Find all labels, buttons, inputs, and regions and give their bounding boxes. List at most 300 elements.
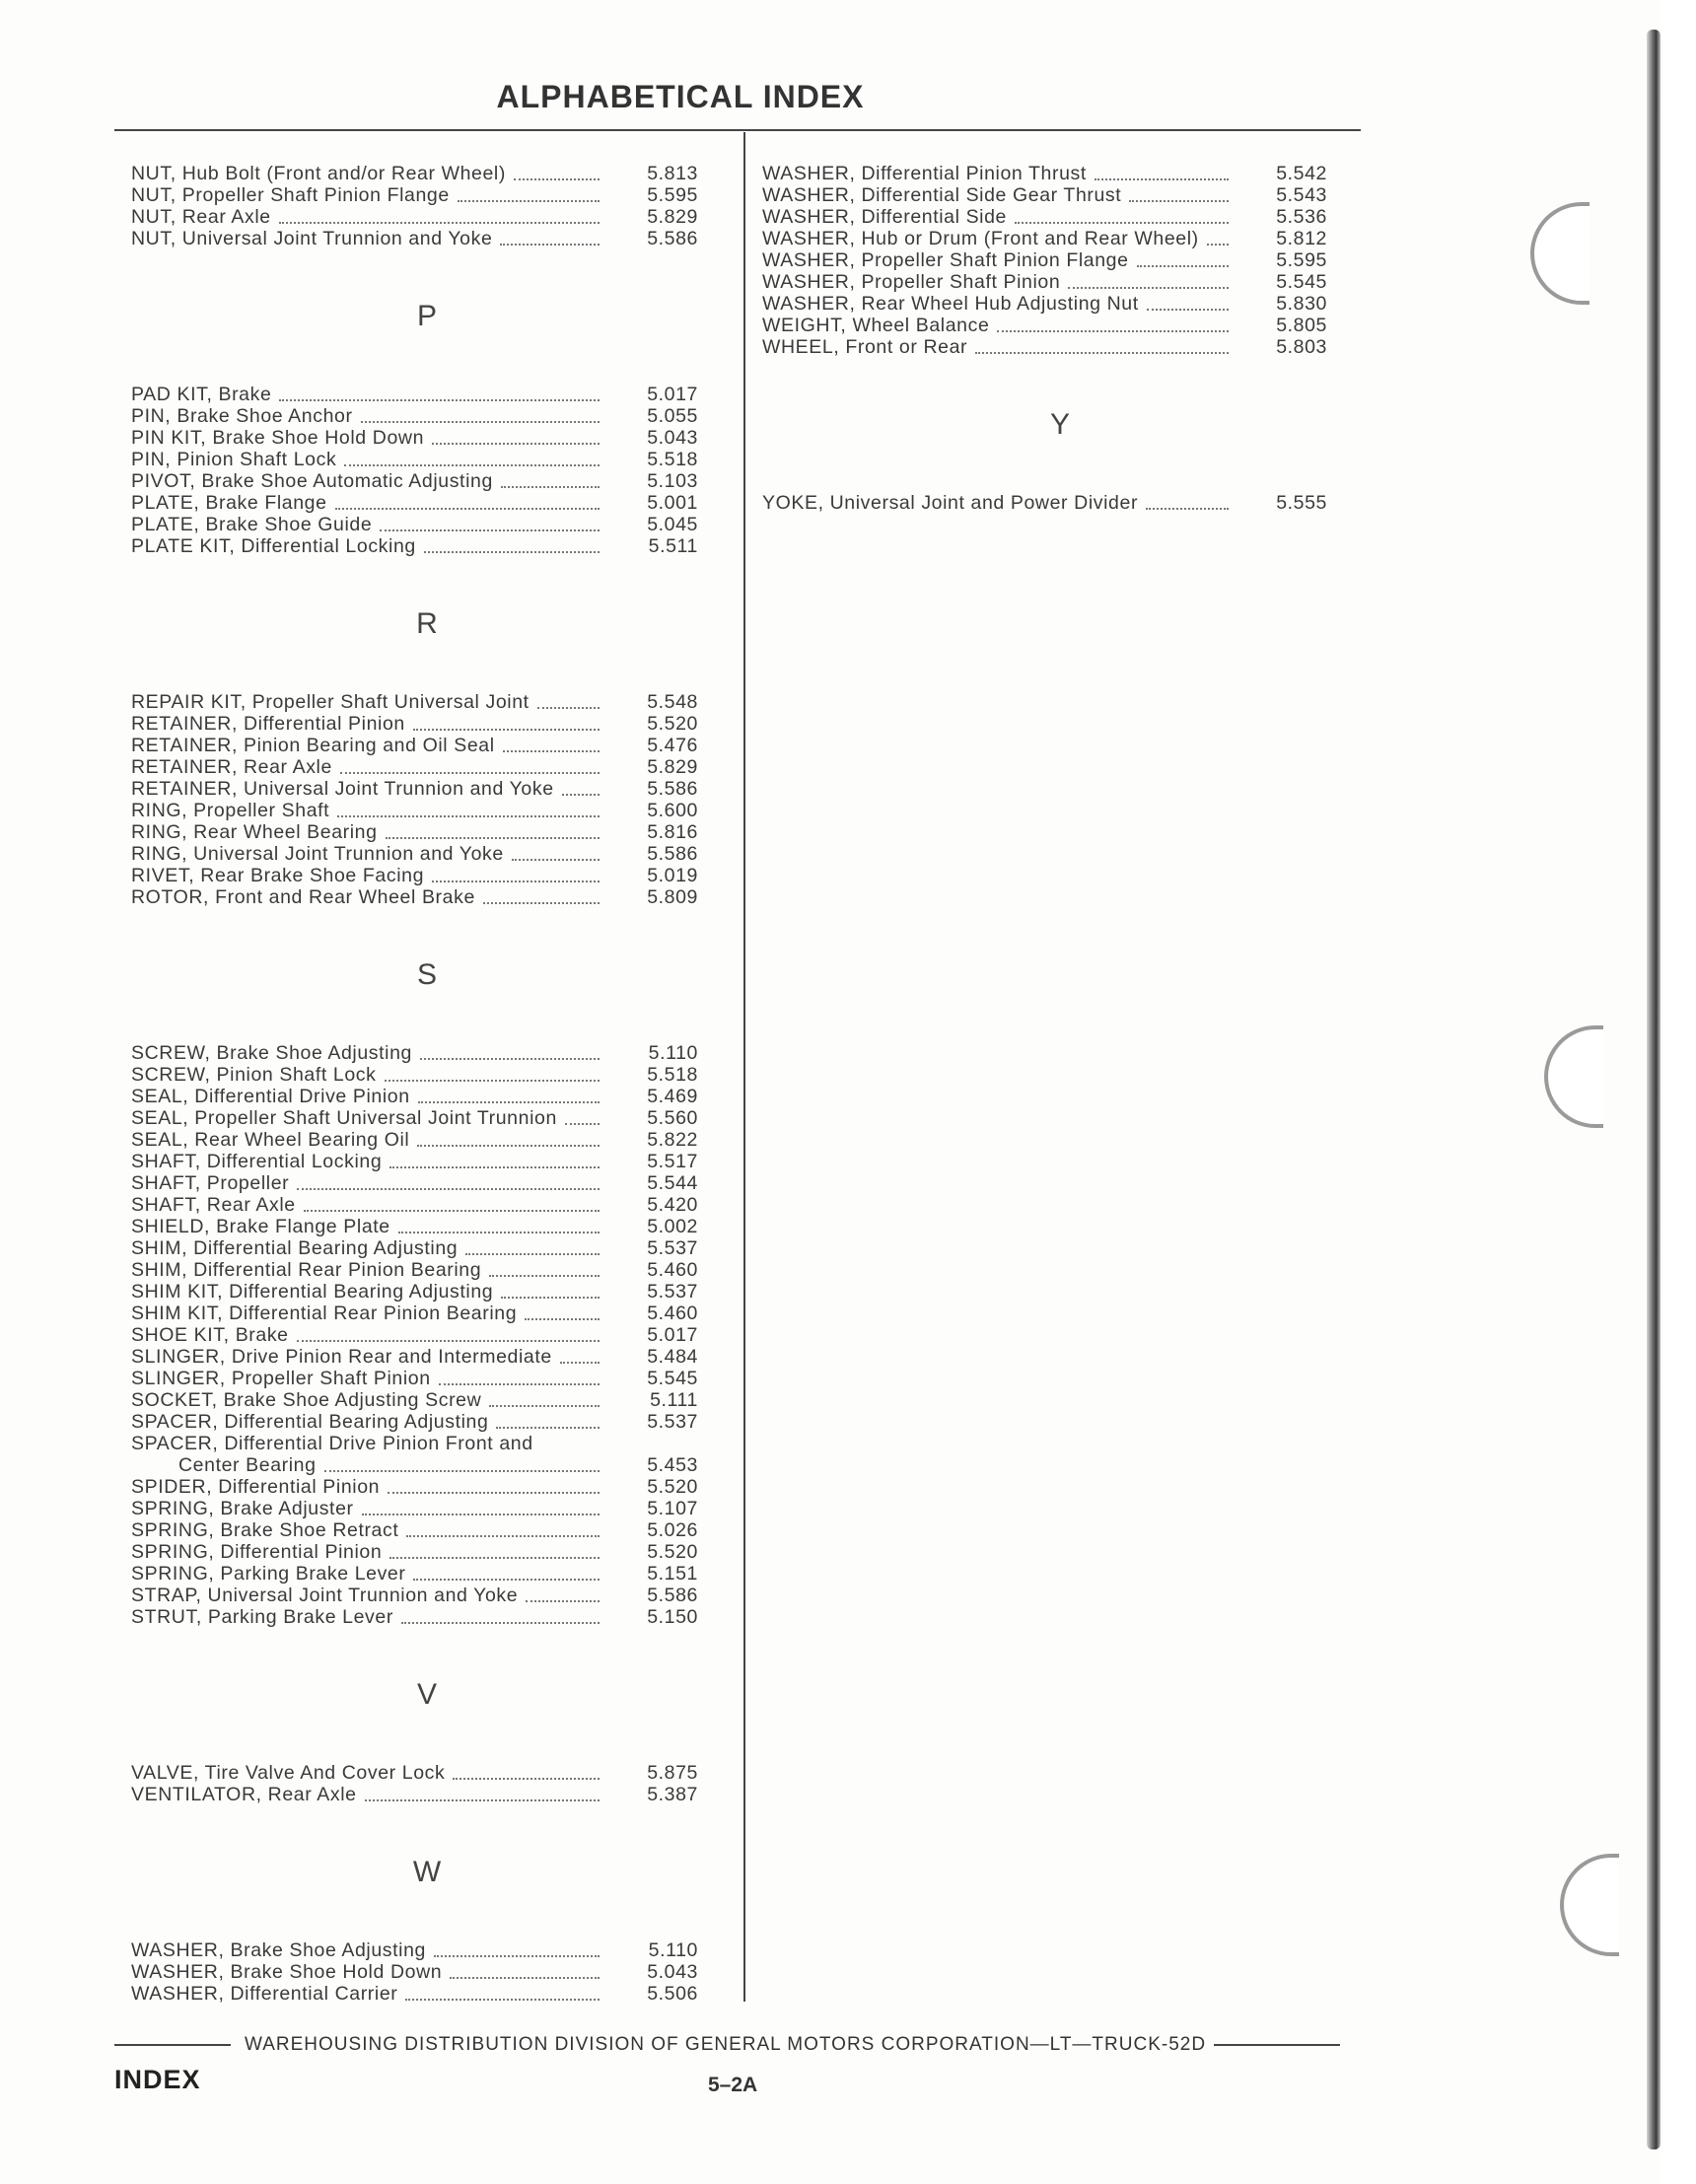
entry-reference-number: 5.506 — [647, 1983, 698, 2005]
entry-reference-number: 5.822 — [647, 1129, 698, 1151]
entry-label: WASHER, Differential Pinion Thrust — [762, 163, 1087, 184]
footer-publisher-line — [114, 2034, 1347, 2056]
entry-label-cell — [131, 1324, 600, 1346]
entry-reference-number: 5.545 — [647, 1368, 698, 1389]
dot-leader — [489, 1403, 600, 1407]
entry-label: NUT, Hub Bolt (Front and/or Rear Wheel) — [131, 163, 506, 184]
entry-reference-number: 5.111 — [650, 1389, 698, 1411]
index-entry — [131, 1368, 723, 1389]
entry-label: WASHER, Brake Shoe Adjusting — [131, 1939, 426, 1961]
dot-leader — [465, 1251, 600, 1255]
dot-leader — [1068, 285, 1229, 289]
dot-leader — [340, 770, 600, 774]
dot-leader — [365, 1797, 600, 1801]
entry-label-cell — [131, 1389, 600, 1411]
entry-reference-number: 5.017 — [647, 1324, 698, 1346]
index-entry — [131, 1086, 723, 1107]
entry-reference-number: 5.520 — [647, 713, 698, 735]
index-entry — [131, 1519, 723, 1541]
index-entry — [131, 470, 723, 492]
entry-reference-number: 5.537 — [647, 1411, 698, 1433]
entry-label-cell — [131, 1563, 600, 1585]
index-entry — [131, 1194, 723, 1216]
entry-reference-number: 5.043 — [647, 1961, 698, 1983]
footer-rule-left — [114, 2044, 231, 2046]
entry-label-cell — [762, 271, 1229, 293]
entry-reference-number: 5.595 — [647, 184, 698, 206]
entry-label: RETAINER, Universal Joint Trunnion and Yoke — [131, 778, 554, 800]
footer-publisher: WAREHOUSING DISTRIBUTION DIVISION OF GENERAL MOTORS CORPORATION—LT—TRUCK-52D — [245, 2034, 1207, 2055]
entry-label-cell — [131, 1042, 600, 1064]
entry-label-cell — [131, 1585, 600, 1606]
dot-leader — [503, 748, 600, 752]
entry-label-cell — [131, 778, 600, 800]
entry-label: NUT, Propeller Shaft Pinion Flange — [131, 184, 450, 206]
entry-label: SPACER, Differential Drive Pinion Front and — [131, 1433, 533, 1454]
dot-leader — [304, 1208, 600, 1212]
dot-leader — [501, 484, 600, 488]
entry-reference-number: 5.586 — [647, 778, 698, 800]
dot-leader — [362, 1512, 600, 1515]
entry-reference-number: 5.110 — [648, 1042, 698, 1064]
index-entry — [762, 492, 1358, 514]
index-entry — [131, 384, 723, 405]
entry-reference-number: 5.460 — [647, 1303, 698, 1324]
entry-label: SPACER, Differential Bearing Adjusting — [131, 1411, 489, 1433]
entry-label: VALVE, Tire Valve And Cover Lock — [131, 1762, 446, 1784]
index-entry — [131, 228, 723, 249]
entry-label: WASHER, Brake Shoe Hold Down — [131, 1961, 443, 1983]
dot-leader — [389, 1164, 600, 1168]
entry-label: SHIM, Differential Bearing Adjusting — [131, 1237, 459, 1259]
index-entry — [131, 886, 723, 908]
entry-reference-number: 5.544 — [647, 1172, 698, 1194]
entry-label-cell — [131, 1086, 600, 1107]
dot-leader — [565, 1121, 600, 1125]
entry-reference-number: 5.542 — [1276, 163, 1327, 184]
entry-reference-number: 5.043 — [647, 427, 698, 449]
entry-label-cell — [131, 821, 600, 843]
entry-label: SOCKET, Brake Shoe Adjusting Screw — [131, 1389, 482, 1411]
index-entry — [131, 427, 723, 449]
dot-leader — [1207, 242, 1229, 246]
index-entry — [131, 865, 723, 886]
entry-reference-number: 5.518 — [647, 449, 698, 470]
entry-label: SHAFT, Propeller — [131, 1172, 290, 1194]
entry-reference-number: 5.812 — [1276, 228, 1327, 249]
dot-leader — [388, 1490, 600, 1494]
dot-leader — [537, 705, 600, 709]
entry-reference-number: 5.560 — [647, 1107, 698, 1129]
dot-leader — [975, 350, 1229, 354]
entry-label: WASHER, Differential Side Gear Thrust — [762, 184, 1122, 206]
index-entry — [131, 735, 723, 756]
entry-reference-number: 5.543 — [1276, 184, 1327, 206]
index-entry — [131, 1784, 723, 1805]
index-entry — [131, 1961, 723, 1983]
dot-leader — [413, 1577, 600, 1581]
index-entry — [131, 405, 723, 427]
dot-leader — [297, 1338, 600, 1342]
entry-reference-number: 5.829 — [647, 206, 698, 228]
entry-label-cell — [131, 800, 600, 821]
index-entry — [131, 184, 723, 206]
index-entry — [131, 713, 723, 735]
entry-reference-number: 5.420 — [647, 1194, 698, 1216]
entry-label-cell — [131, 756, 600, 778]
index-entry — [131, 1983, 723, 2005]
dot-leader — [500, 242, 600, 246]
page-margin — [1661, 0, 1696, 2184]
entry-reference-number: 5.151 — [647, 1563, 698, 1585]
entry-label-cell — [131, 1368, 600, 1389]
entry-reference-number: 5.586 — [647, 1585, 698, 1606]
dot-leader — [483, 900, 600, 904]
entry-label: SHIM, Differential Rear Pinion Bearing — [131, 1259, 482, 1281]
entry-label: WASHER, Differential Side — [762, 206, 1008, 228]
entry-reference-number: 5.875 — [647, 1762, 698, 1784]
dot-leader — [337, 813, 600, 817]
entry-reference-number: 5.595 — [1276, 249, 1327, 271]
page-edge-shadow — [1647, 30, 1661, 2149]
entry-label: PIVOT, Brake Shoe Automatic Adjusting — [131, 470, 493, 492]
entry-label-cell — [131, 535, 600, 557]
dot-leader — [434, 1953, 600, 1957]
entry-label-cell — [131, 405, 600, 427]
entry-reference-number: 5.600 — [647, 800, 698, 821]
entry-label-continuation — [131, 1454, 600, 1476]
entry-label-cell — [131, 1172, 600, 1194]
entry-reference-number: 5.520 — [647, 1541, 698, 1563]
entry-label: RETAINER, Rear Axle — [131, 756, 332, 778]
dot-leader — [450, 1975, 600, 1979]
dot-leader — [1129, 198, 1229, 202]
dot-leader — [389, 1555, 600, 1559]
entry-label: WASHER, Differential Carrier — [131, 1983, 398, 2005]
index-entry — [131, 492, 723, 514]
index-entry — [762, 206, 1358, 228]
entry-reference-number: 5.536 — [1276, 206, 1327, 228]
entry-label: PLATE KIT, Differential Locking — [131, 535, 416, 557]
dot-leader — [406, 1533, 600, 1537]
index-entry — [131, 1762, 723, 1784]
entry-label-cell — [131, 1411, 600, 1433]
index-entry — [131, 843, 723, 865]
header-rule — [114, 129, 1361, 131]
index-entry — [131, 1237, 723, 1259]
entry-label: SHAFT, Rear Axle — [131, 1194, 296, 1216]
section-letter: W — [412, 1856, 442, 1888]
dot-leader — [398, 1230, 600, 1233]
entry-reference-number: 5.469 — [647, 1086, 698, 1107]
dot-leader — [1015, 220, 1229, 224]
entry-label: WASHER, Propeller Shaft Pinion — [762, 271, 1061, 293]
entry-label: REPAIR KIT, Propeller Shaft Universal Joint — [131, 691, 530, 713]
entry-label-cell — [131, 492, 600, 514]
entry-label-cell — [131, 735, 600, 756]
dot-leader — [335, 506, 600, 510]
dot-leader — [386, 835, 600, 839]
entry-reference-number: 5.476 — [647, 735, 698, 756]
entry-label-line2: Center Bearing — [178, 1454, 317, 1476]
dot-leader — [344, 462, 600, 466]
entry-label: SEAL, Propeller Shaft Universal Joint Trunnion — [131, 1107, 557, 1129]
entry-reference-number: 5.520 — [647, 1476, 698, 1498]
dot-leader — [512, 857, 600, 861]
dot-leader — [420, 1056, 600, 1060]
entry-reference-number: 5.019 — [647, 865, 698, 886]
entry-label: SLINGER, Propeller Shaft Pinion — [131, 1368, 431, 1389]
index-entry — [131, 1216, 723, 1237]
entry-reference-number: 5.110 — [648, 1939, 698, 1961]
entry-label-cell — [131, 1064, 600, 1086]
entry-label-cell — [131, 1961, 600, 1983]
entry-label-cell — [131, 1129, 600, 1151]
entry-label-cell — [131, 886, 600, 908]
entry-label: SPRING, Differential Pinion — [131, 1541, 383, 1563]
entry-label: STRUT, Parking Brake Lever — [131, 1606, 393, 1628]
index-entry — [762, 271, 1358, 293]
entry-label-cell — [762, 293, 1229, 315]
entry-reference-number: 5.586 — [647, 228, 698, 249]
entry-label: NUT, Rear Axle — [131, 206, 271, 228]
section-letter: V — [416, 1678, 437, 1711]
entry-reference-number: 5.460 — [647, 1259, 698, 1281]
entry-label-cell — [762, 249, 1229, 271]
entry-label: WHEEL, Front or Rear — [762, 336, 968, 358]
entry-label: SHIM KIT, Differential Bearing Adjusting — [131, 1281, 494, 1303]
entry-label-cell — [762, 492, 1229, 514]
entry-reference-number: 5.484 — [647, 1346, 698, 1368]
entry-label-cell — [131, 1606, 600, 1628]
section-letter: R — [416, 607, 438, 640]
dot-leader — [525, 1316, 600, 1320]
index-entry — [131, 1172, 723, 1194]
entry-label-cell — [131, 1784, 600, 1805]
entry-reference-number: 5.107 — [647, 1498, 698, 1519]
entry-label-cell — [131, 1519, 600, 1541]
entry-label-cell — [131, 163, 600, 184]
entry-label-cell — [762, 184, 1229, 206]
entry-reference-number: 5.453 — [647, 1454, 698, 1476]
entry-label-cell — [131, 843, 600, 865]
dot-leader — [1095, 176, 1229, 180]
section-letter: Y — [1049, 408, 1070, 441]
entry-label: PLATE, Brake Shoe Guide — [131, 514, 373, 535]
dot-leader — [496, 1425, 600, 1429]
dot-leader — [997, 328, 1229, 332]
entry-label-cell — [762, 228, 1229, 249]
entry-label-cell — [131, 1762, 600, 1784]
index-entry — [131, 778, 723, 800]
binder-hole-middle — [1544, 1025, 1603, 1128]
entry-label-cell — [131, 1216, 600, 1237]
index-entry — [131, 1563, 723, 1585]
entry-label-cell — [131, 691, 600, 713]
index-entry — [131, 691, 723, 713]
dot-leader — [361, 419, 600, 423]
dot-leader — [401, 1620, 600, 1624]
index-entry — [131, 1541, 723, 1563]
dot-leader — [279, 220, 600, 224]
column-divider — [743, 132, 745, 2002]
entry-label-cell — [131, 1433, 600, 1476]
entry-label: SPRING, Brake Shoe Retract — [131, 1519, 399, 1541]
entry-label-cell — [762, 163, 1229, 184]
entry-label-cell — [762, 206, 1229, 228]
entry-label: VENTILATOR, Rear Axle — [131, 1784, 357, 1805]
entry-reference-number: 5.026 — [647, 1519, 698, 1541]
entry-label: SPRING, Parking Brake Lever — [131, 1563, 406, 1585]
entry-label-cell — [131, 427, 600, 449]
index-entry — [131, 1476, 723, 1498]
entry-label-cell — [131, 865, 600, 886]
binder-hole-bottom — [1560, 1854, 1619, 1956]
index-entry — [131, 163, 723, 184]
entry-reference-number: 5.518 — [647, 1064, 698, 1086]
dot-leader — [562, 792, 600, 796]
entry-reference-number: 5.586 — [647, 843, 698, 865]
dot-leader — [324, 1468, 600, 1472]
entry-label: PLATE, Brake Flange — [131, 492, 327, 514]
entry-reference-number: 5.002 — [647, 1216, 698, 1237]
index-entry — [131, 1042, 723, 1064]
entry-label-cell — [762, 315, 1229, 336]
entry-reference-number: 5.803 — [1276, 336, 1327, 358]
entry-label: SPIDER, Differential Pinion — [131, 1476, 381, 1498]
entry-reference-number: 5.017 — [647, 384, 698, 405]
entry-label-cell — [131, 1983, 600, 2005]
index-entry — [131, 449, 723, 470]
entry-label: SHIM KIT, Differential Rear Pinion Bearing — [131, 1303, 518, 1324]
entry-reference-number: 5.555 — [1276, 492, 1327, 514]
entry-label-cell — [131, 1498, 600, 1519]
entry-label: SHIELD, Brake Flange Plate — [131, 1216, 390, 1237]
entry-label: PIN KIT, Brake Shoe Hold Down — [131, 427, 425, 449]
index-entry — [131, 1389, 723, 1411]
dot-leader — [458, 198, 600, 202]
index-entry — [131, 1151, 723, 1172]
dot-leader — [453, 1776, 600, 1780]
entry-label: SHAFT, Differential Locking — [131, 1151, 383, 1172]
entry-label: PIN, Brake Shoe Anchor — [131, 405, 353, 427]
entry-label-cell — [131, 470, 600, 492]
entry-reference-number: 5.511 — [648, 535, 698, 557]
index-entry — [762, 228, 1358, 249]
entry-reference-number: 5.809 — [647, 886, 698, 908]
entry-reference-number: 5.103 — [647, 470, 698, 492]
dot-leader — [560, 1360, 600, 1364]
entry-label-cell — [131, 1259, 600, 1281]
entry-reference-number: 5.517 — [647, 1151, 698, 1172]
entry-reference-number: 5.805 — [1276, 315, 1327, 336]
dot-leader — [297, 1186, 600, 1190]
entry-label: RIVET, Rear Brake Shoe Facing — [131, 865, 425, 886]
index-entry — [131, 1433, 723, 1476]
index-entry — [131, 756, 723, 778]
entry-label: RING, Universal Joint Trunnion and Yoke — [131, 843, 504, 865]
dot-leader — [1146, 506, 1229, 510]
entry-label: PAD KIT, Brake — [131, 384, 272, 405]
dot-leader — [413, 727, 600, 731]
entry-label: WASHER, Propeller Shaft Pinion Flange — [762, 249, 1129, 271]
entry-reference-number: 5.045 — [647, 514, 698, 535]
entry-reference-number: 5.816 — [647, 821, 698, 843]
entry-label: SCREW, Brake Shoe Adjusting — [131, 1042, 413, 1064]
entry-label-cell — [131, 228, 600, 249]
entry-label: WASHER, Hub or Drum (Front and Rear Wheel) — [762, 228, 1199, 249]
dot-leader — [279, 397, 600, 401]
entry-label: ROTOR, Front and Rear Wheel Brake — [131, 886, 475, 908]
dot-leader — [424, 549, 600, 553]
dot-leader — [489, 1273, 600, 1277]
index-entry — [762, 184, 1358, 206]
footer-section-label: INDEX — [114, 2065, 201, 2094]
entry-label-cell — [762, 336, 1229, 358]
entry-label: STRAP, Universal Joint Trunnion and Yoke — [131, 1585, 519, 1606]
index-entry — [131, 1324, 723, 1346]
entry-reference-number: 5.150 — [647, 1606, 698, 1628]
index-entry — [131, 1411, 723, 1433]
entry-label-cell — [131, 449, 600, 470]
dot-leader — [526, 1598, 600, 1602]
dot-leader — [417, 1143, 600, 1147]
dot-leader — [432, 879, 600, 882]
entry-label: SCREW, Pinion Shaft Lock — [131, 1064, 377, 1086]
index-entry — [131, 1064, 723, 1086]
dot-leader — [432, 441, 600, 445]
entry-label-cell — [131, 1939, 600, 1961]
entry-label: RETAINER, Differential Pinion — [131, 713, 405, 735]
binder-hole-top — [1530, 202, 1590, 305]
entry-label-cell — [131, 713, 600, 735]
dot-leader — [1147, 307, 1229, 311]
entry-label: SEAL, Rear Wheel Bearing Oil — [131, 1129, 410, 1151]
dot-leader — [380, 528, 600, 531]
entry-label: NUT, Universal Joint Trunnion and Yoke — [131, 228, 493, 249]
entry-reference-number: 5.830 — [1276, 293, 1327, 315]
index-entry — [762, 315, 1358, 336]
entry-label: RING, Propeller Shaft — [131, 800, 330, 821]
entry-label-cell — [131, 1281, 600, 1303]
dot-leader — [439, 1381, 600, 1385]
entry-reference-number: 5.813 — [647, 163, 698, 184]
entry-label: YOKE, Universal Joint and Power Divider — [762, 492, 1139, 514]
entry-label: SEAL, Differential Drive Pinion — [131, 1086, 410, 1107]
index-entry — [131, 1259, 723, 1281]
index-entry — [762, 249, 1358, 271]
page-title: ALPHABETICAL INDEX — [496, 79, 865, 114]
entry-reference-number: 5.548 — [647, 691, 698, 713]
index-entry — [762, 163, 1358, 184]
entry-label-cell — [131, 1346, 600, 1368]
index-entry — [131, 1281, 723, 1303]
index-entry — [762, 293, 1358, 315]
dot-leader — [514, 176, 600, 180]
entry-label-cell — [131, 206, 600, 228]
entry-reference-number: 5.537 — [647, 1281, 698, 1303]
dot-leader — [405, 1997, 600, 2001]
entry-label: PIN, Pinion Shaft Lock — [131, 449, 337, 470]
index-entry — [131, 1498, 723, 1519]
footer-rule-right — [1214, 2044, 1340, 2046]
index-entry — [131, 1606, 723, 1628]
entry-label-cell — [131, 1237, 600, 1259]
entry-label: RETAINER, Pinion Bearing and Oil Seal — [131, 735, 495, 756]
dot-leader — [1137, 263, 1229, 267]
index-entry — [131, 821, 723, 843]
entry-reference-number: 5.829 — [647, 756, 698, 778]
